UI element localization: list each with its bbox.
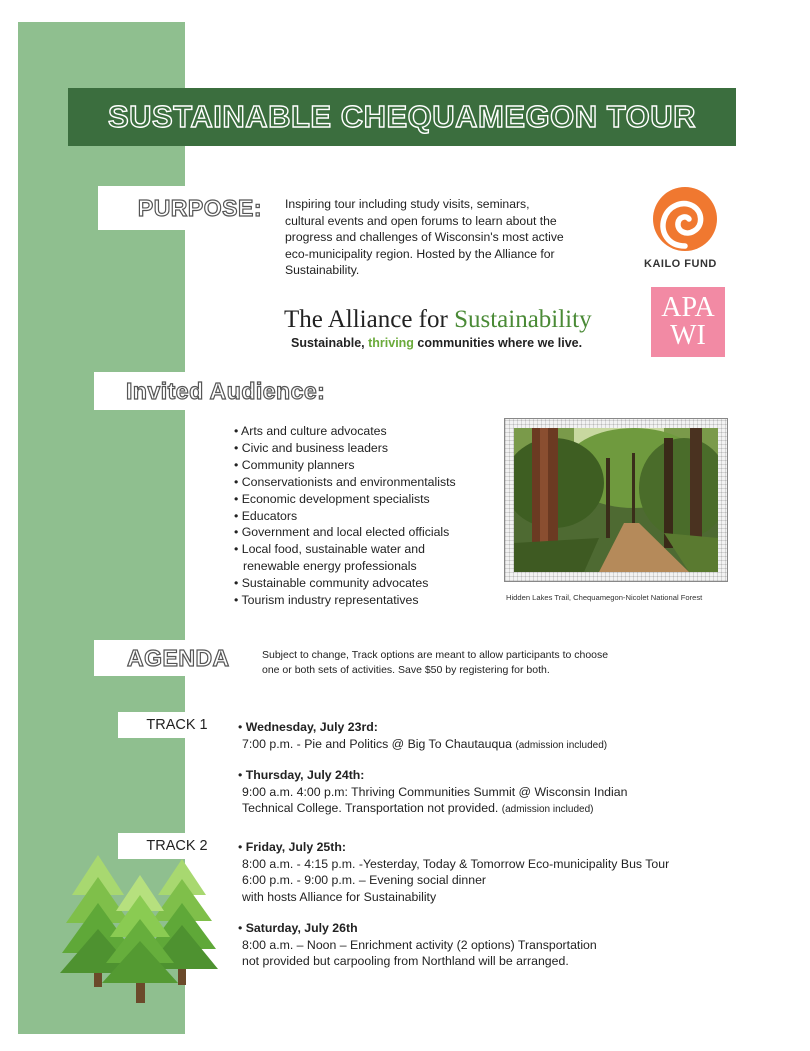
event-day: Friday, July 25th:	[245, 840, 346, 854]
purpose-line: progress and challenges of Wisconsin's most active	[285, 230, 564, 244]
list-item: • Government and local elected officials	[234, 524, 456, 541]
event-line: 8:00 a.m. – Noon – Enrichment activity (2 options) Transportation	[242, 937, 597, 952]
event-line: 6:00 p.m. - 9:00 p.m. – Evening social dinner	[242, 873, 487, 887]
alliance-title-green: Sustainability	[454, 306, 592, 333]
event-friday	[238, 839, 669, 905]
event-line: 7:00 p.m. - Pie and Politics @ Big To Chautauqua	[242, 736, 512, 751]
track-2-label: TRACK 2	[118, 833, 236, 859]
pine-trees-icon	[60, 855, 220, 1005]
list-item-continuation: renewable energy professionals	[243, 559, 417, 574]
list-item: • Conservationists and environmentalists	[234, 474, 456, 491]
alliance-title-pre: The Alliance for	[284, 306, 455, 333]
list-item: • Educators	[234, 508, 456, 525]
event-line: with hosts Alliance for Sustainability	[242, 889, 437, 904]
agenda-heading: AGENDA	[127, 644, 230, 671]
bullet: •	[238, 840, 246, 854]
agenda-note	[262, 648, 652, 678]
photo-caption: Hidden Lakes Trail, Chequamegon-Nicolet National Forest	[506, 593, 703, 602]
alliance-tagline	[291, 336, 582, 350]
agenda-heading-box	[94, 640, 246, 676]
forest-trail-photo	[514, 428, 718, 572]
event-day: Saturday, July 26th	[245, 921, 358, 935]
list-item: • Community planners	[234, 457, 456, 474]
event-line: not provided but carpooling from Northland will be arranged.	[242, 954, 569, 968]
event-note: (admission included)	[515, 739, 608, 751]
list-item: • Civic and business leaders	[234, 440, 456, 457]
purpose-heading-box	[98, 186, 270, 230]
page-title: SUSTAINABLE CHEQUAMEGON TOUR	[107, 99, 697, 134]
list-item: • Arts and culture advocates	[234, 423, 456, 440]
list-item: • Sustainable community advocates	[234, 575, 456, 592]
purpose-line: eco-municipality region. Hosted by the Alliance for	[285, 246, 555, 261]
event-day: Wednesday, July 23rd:	[245, 720, 378, 734]
event-line: 8:00 a.m. - 4:15 p.m. -Yesterday, Today & Tomorrow Eco-municipality Bus Tour	[242, 856, 670, 871]
bullet: •	[238, 921, 246, 935]
forest-photo-frame	[504, 418, 728, 582]
title-banner	[68, 88, 736, 146]
event-line: Technical College. Transportation not provided.	[242, 801, 499, 815]
purpose-line: cultural events and open forums to learn about the	[285, 213, 557, 228]
purpose-line: Sustainability.	[285, 263, 360, 277]
track-1-label: TRACK 1	[118, 712, 236, 738]
apa-logo-line1: APA	[661, 292, 715, 323]
kailo-fund-label: KAILO FUND	[644, 258, 717, 270]
audience-list	[234, 423, 456, 609]
audience-heading-box	[94, 372, 356, 410]
bullet: •	[238, 768, 246, 782]
apa-logo-line2: WI	[670, 320, 706, 351]
alliance-tag-pre: Sustainable,	[291, 336, 369, 350]
alliance-tag-green: thriving	[368, 336, 414, 350]
list-item: • Tourism industry representatives	[234, 592, 456, 609]
event-thursday	[238, 767, 627, 819]
apa-wi-logo	[651, 287, 725, 357]
alliance-title	[284, 306, 592, 334]
event-saturday	[238, 920, 597, 970]
purpose-line: Inspiring tour including study visits, seminars,	[285, 197, 530, 211]
alliance-tag-post: communities where we live.	[413, 336, 583, 350]
bullet: •	[238, 720, 246, 734]
purpose-text	[285, 196, 625, 279]
list-item: • Economic development specialists	[234, 491, 456, 508]
list-item: • Local food, sustainable water and	[234, 541, 456, 558]
event-wednesday	[238, 719, 607, 754]
event-line: 9:00 a.m. 4:00 p.m: Thriving Communities Summit @ Wisconsin Indian	[242, 784, 628, 799]
kailo-spiral-logo-icon	[650, 186, 720, 252]
agenda-note-line: Subject to change, Track options are meant to allow participants to choose	[262, 649, 609, 661]
event-day: Thursday, July 24th:	[245, 768, 365, 782]
purpose-heading: PURPOSE:	[137, 194, 262, 221]
event-note: (admission included)	[501, 804, 594, 815]
audience-heading: Invited Audience:	[126, 377, 326, 404]
agenda-note-line: one or both sets of activities. Save $50 by registering for both.	[262, 664, 550, 676]
